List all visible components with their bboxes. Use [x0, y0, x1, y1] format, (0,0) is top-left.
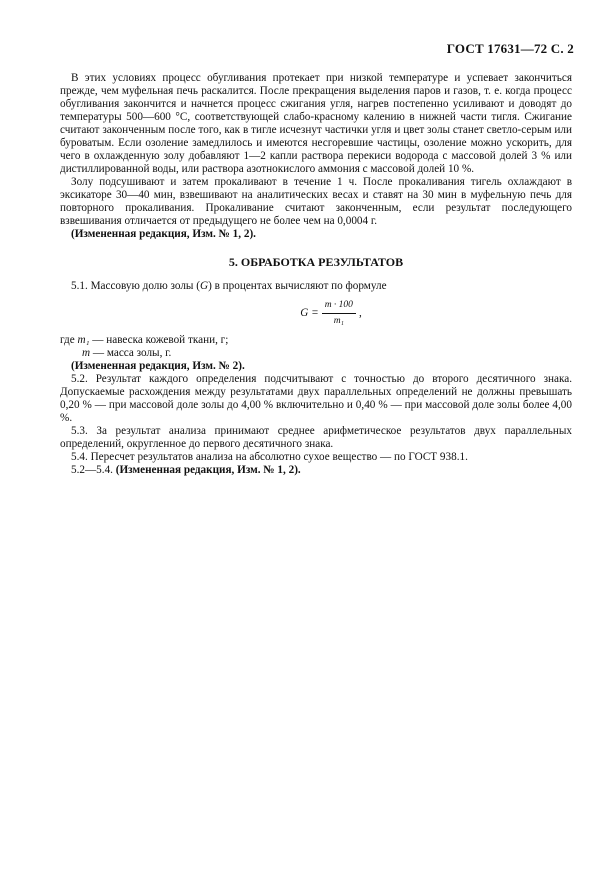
paragraph-calcination: Золу подсушивают и затем прокаливают в течение 1 ч. После прокаливания тигель охлаждают в эксикаторе 30—40 мин, взвешивают на аналитических весах и ставят на 30 мин в муфельную печь для повторного прокаливания. Прокаливание считают законченным, если результат последующего взвешивания отличается от предыдущего не более чем на 0,0004 г. — [60, 176, 572, 227]
paragraph-carbonization: В этих условиях процесс обугливания протекает при низкой температуре и успевает закончиться прежде, чем муфельная печь раскалится. После прекращения выделения паров и газов, т. е. когда процесс обугливания закончится и начнется процесс сжигания угля, нагрев постепенно усиливают и доводят до температуры 500—600 °С, соответствующей слабо-красному калению в нижней части тигля. Сжигание считают законченным после того, как в тигле исчезнут частички угля и цвет золы станет светло-серым или буроватым. Если озоление замедлилось и имеются несгоревшие частицы, озоление можно ускорить, для чего в охлажденную золу добавляют 1—2 капли раствора перекиси водорода с массовой долей 3 % или дистиллированной воды, или раствора азотнокислого аммония с массовой долей 10 %. — [60, 72, 572, 175]
edit-note-2: (Измененная редакция, Изм. № 2). — [71, 360, 245, 372]
clause-5-2: 5.2. Результат каждого определения подсчитывают с точностью до второго десятичного знака. Допускаемые расхождения между результатами двух параллельных определений не должны превышать 0,20 % — при массовой доле золы до 4,00 % включительно и 0,40 % — при массовой доле золы более 4,00 %. — [60, 373, 572, 424]
section-title: 5. ОБРАБОТКА РЕЗУЛЬТАТОВ — [228, 255, 404, 269]
formula-denominator: m₁ — [333, 316, 344, 326]
clause-5-1: 5.1. Массовую долю золы (G) в процентах вычисляют по формуле — [71, 280, 387, 292]
document-body — [60, 72, 572, 477]
formula-numerator: m · 100 — [322, 299, 356, 314]
variable-g: G — [199, 280, 209, 292]
where-m1: где m₁ — навеска кожевой ткани, г; — [60, 334, 229, 346]
clause-5-4: 5.4. Пересчет результатов анализа на абсолютно сухое вещество — по ГОСТ 938.1. — [71, 451, 468, 463]
edit-note-1: (Измененная редакция, Изм. № 1, 2). — [71, 228, 256, 240]
formula-tail: , — [358, 307, 362, 319]
ash-formula — [60, 299, 572, 328]
formula-lhs: G = — [300, 307, 319, 319]
clause-5-3: 5.3. За результат анализа принимают среднее арифметическое результатов двух параллельных определений, округленное до первого десятичного знака. — [60, 425, 572, 450]
where-m: m — масса золы, г. — [82, 347, 172, 359]
formula-fraction — [322, 299, 356, 328]
page-header: ГОСТ 17631—72 С. 2 — [446, 41, 574, 56]
edit-note-3: 5.2—5.4. (Измененная редакция, Изм. № 1, 2). — [71, 464, 301, 476]
